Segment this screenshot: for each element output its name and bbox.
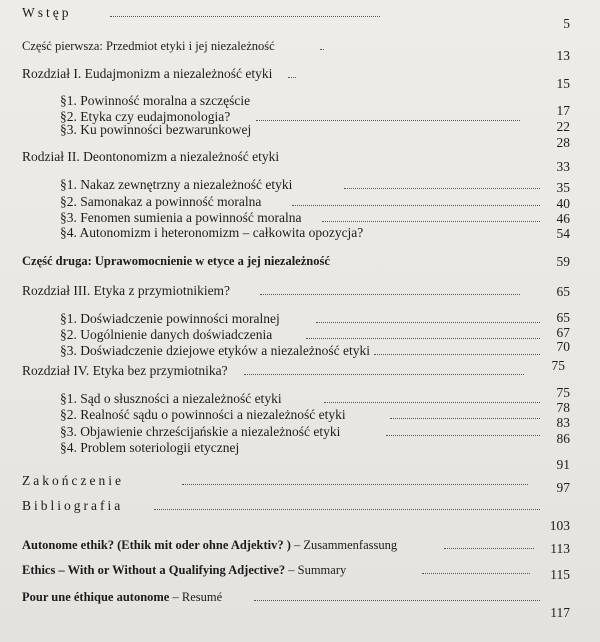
entry-title: Rozdział III. Etyka z przymiotnikiem? [22,283,231,298]
toc-entry-fr-summary [22,588,580,608]
leader-dots [306,338,540,339]
leader-dots [260,294,520,295]
page-number: 59 [556,254,570,269]
entry-title: §2. Uogólnienie danych doświadczenia [60,327,273,342]
toc-entry-zakonczenie [22,472,580,492]
entry-title-rest: – Summary [285,563,347,577]
page-number: 67 [556,325,570,340]
leader-dots [422,573,530,574]
page-number: 75 [551,358,565,373]
page-number: 75 [556,385,570,400]
entry-title [22,536,397,554]
entry-title: §2. Etyka czy eudajmonologia? [60,109,231,124]
entry-title: §1. Nakaz zewnętrzny a niezależność etyki [60,177,293,192]
page-number: 46 [556,211,570,226]
entry-title [22,588,222,606]
leader-dots [288,77,296,78]
leader-dots [244,374,524,375]
page-number: 28 [556,135,570,150]
entry-title: §3. Ku powinności bezwarunkowej [60,122,252,137]
entry-title [22,561,346,579]
leader-dots [154,509,540,510]
entry-title: §3. Doświadczenie dziejowe etyków a niezależność etyki [60,343,370,358]
page-number: 91 [556,457,570,472]
leader-dots [390,418,540,419]
entry-title: §4. Autonomizm i heteronomizm – całkowita opozycja? [60,225,364,240]
entry-title-rest: – Zusammenfassung [290,538,398,552]
entry-title: §1. Powinność moralna a szczęście [60,93,251,108]
entry-title: Zakończenie [22,473,124,488]
toc-entry-ch2-s4 [60,224,580,244]
page-number: 33 [556,159,570,174]
entry-title: §1. Doświadczenie powinności moralnej [60,311,280,326]
entry-title: Rozdział IV. Etyka bez przymiotnika? [22,363,228,378]
page-number: 35 [556,180,570,195]
entry-title: §1. Sąd o słuszności a niezależność etyki [60,391,282,406]
toc-entry-ch3 [22,282,580,302]
toc-entry-wstep [22,4,580,24]
page-number: 65 [556,284,570,299]
page-number: 54 [556,226,570,241]
entry-title: §4. Problem soteriologii etycznej [60,440,240,455]
leader-dots [374,354,540,355]
entry-title: §2. Realność sądu o powinności a niezależność etyki [60,407,346,422]
toc-entry-ch2 [22,148,580,168]
page-number: 115 [550,567,570,582]
page-number: 113 [550,541,570,556]
page-number: 78 [556,400,570,415]
page-number: 15 [556,76,570,91]
page-number: 17 [556,103,570,118]
leader-dots [254,600,540,601]
entry-title-rest: – Resumé [169,590,223,604]
leader-dots [316,322,540,323]
page-number: 103 [549,518,570,533]
entry-title-bold: Pour une éthique autonome [22,590,170,604]
page-number: 22 [556,119,570,134]
entry-title: §3. Fenomen sumienia a powinność moralna [60,210,302,225]
toc-entry-ch3-s3 [60,342,580,362]
toc-entry-ch1-s3 [60,121,580,141]
entry-title: §3. Objawienie chrześcijańskie a niezależność etyki [60,424,341,439]
entry-title: §2. Samonakaz a powinność moralna [60,194,262,209]
entry-title: Rozdział I. Eudajmonizm a niezależność etyki [22,66,273,81]
page-number: 65 [556,310,570,325]
leader-dots [444,548,534,549]
entry-title-bold: Autonome ethik? (Ethik mit oder ohne Adjektiv? ) [22,538,291,552]
page-number: 70 [556,339,570,354]
toc-entry-part1 [22,37,580,57]
leader-dots [344,188,540,189]
toc-entry-ch1 [22,65,580,85]
leader-dots [324,402,540,403]
entry-title: Część pierwsza: Przedmiot etyki i jej niezależność [22,39,275,53]
entry-title: Część druga: Uprawomocnienie w etyce a jej niezależność [22,254,330,268]
entry-title: Rodział II. Deontonomizm a niezależność etyki [22,149,280,164]
entry-title: Wstęp [22,5,72,20]
page-number: 97 [556,480,570,495]
page-number: 13 [556,48,570,63]
toc-entry-bibliografia [22,497,580,517]
entry-title-bold: Ethics – With or Without a Qualifying Adjective? [22,563,286,577]
page-number: 86 [556,431,570,446]
page-number: 5 [563,16,570,31]
toc-entry-de-summary [22,536,580,556]
toc-entry-part2 [22,252,580,272]
entry-title: Bibliografia [22,498,124,513]
leader-dots [110,16,380,17]
leader-dots [322,221,540,222]
page-number: 83 [556,415,570,430]
page-number: 40 [556,196,570,211]
leader-dots [386,435,540,436]
page-number: 117 [550,605,570,620]
toc-entry-en-summary [22,561,580,581]
leader-dots [292,205,540,206]
toc-entry-ch4-s4 [60,439,580,459]
leader-dots [320,49,324,50]
toc-entry-ch4 [22,362,580,382]
leader-dots [182,484,528,485]
